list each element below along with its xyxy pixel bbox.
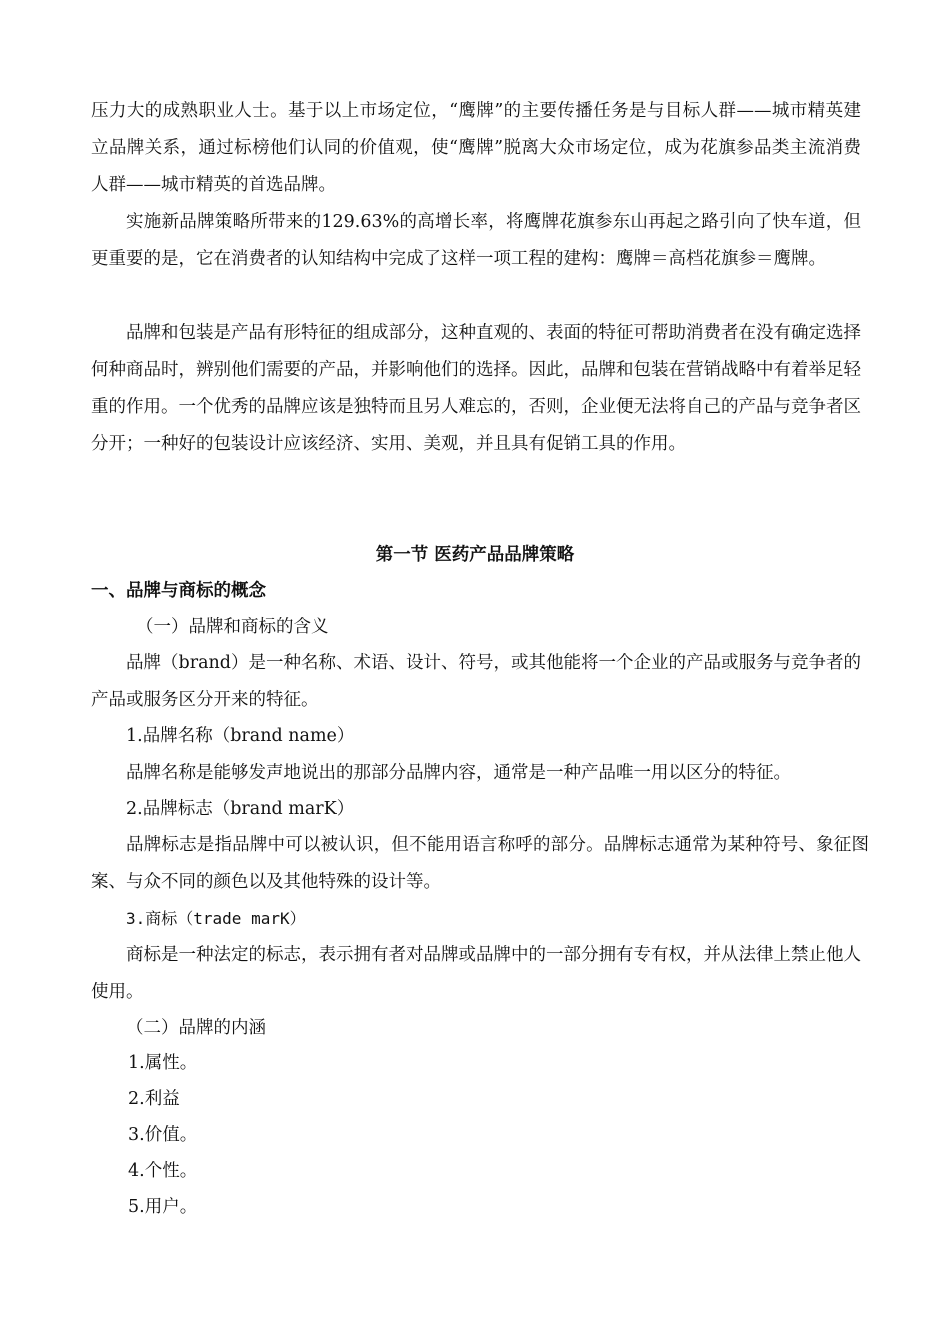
list-item: 3.价值。 [128,1125,198,1145]
item-brand-mark-text: 品牌标志是指品牌中可以被认识，但不能用语言称呼的部分。品牌标志通常为某种符号、象征图案、与众不同的颜色以及其他特殊的设计等。 [91,835,869,892]
item-brand-name-title: 1.品牌名称（brand name） [126,726,355,746]
item-trademark-text: 商标是一种法定的标志，表示拥有者对品牌或品牌中的一部分拥有专有权，并从法律上禁止他人使用。 [91,945,861,1002]
paragraph-brand-definition: 品牌（brand）是一种名称、术语、设计、符号，或其他能将一个企业的产品或服务与竞争者的产品或服务区分开来的特征。 [91,653,861,710]
item-brand-mark-title: 2.品牌标志（brand marK） [126,799,355,819]
paragraph-brand-packaging: 品牌和包装是产品有形特征的组成部分，这种直观的、表面的特征可帮助消费者在没有确定选择何种商品时，辨别他们需要的产品，并影响他们的选择。因此，品牌和包装在营销战略中有着举足轻重的作用。一个优秀的品牌应该是独特而且另人难忘的，否则，企业便无法将自己的产品与竞争者区分开；一种好的包装设计应该经济、实用、美观，并且具有促销工具的作用。 [91,323,861,454]
subheading-meaning: （一）品牌和商标的含义 [136,617,329,637]
item-trademark-title: 3.商标（trade marK） [126,909,306,928]
subheading-brand-connotation: （二）品牌的内涵 [126,1018,266,1038]
heading-brand-trademark-concept: 一、品牌与商标的概念 [91,581,266,601]
paragraph-growth-rate: 实施新品牌策略所带来的129.63%的高增长率，将鹰牌花旗参东山再起之路引向了快车道，但更重要的是，它在消费者的认知结构中完成了这样一项工程的建构：鹰牌＝高档花旗参＝鹰牌。 [91,212,861,269]
section-title: 第一节 医药产品品牌策略 [375,545,575,565]
paragraph-market-positioning: 压力大的成熟职业人士。基于以上市场定位，“鹰牌”的主要传播任务是与目标人群——城市精英建立品牌关系，通过标榜他们认同的价值观，使“鹰牌”脱离大众市场定位，成为花旗参品类主流消费人群——城市精英的首选品牌。 [91,101,861,195]
list-item: 1.属性。 [128,1053,198,1073]
list-item: 2.利益 [128,1089,180,1109]
list-item: 5.用户。 [128,1197,198,1217]
item-brand-name-text: 品牌名称是能够发声地说出的那部分品牌内容，通常是一种产品唯一用以区分的特征。 [126,763,791,783]
list-item: 4.个性。 [128,1161,198,1181]
